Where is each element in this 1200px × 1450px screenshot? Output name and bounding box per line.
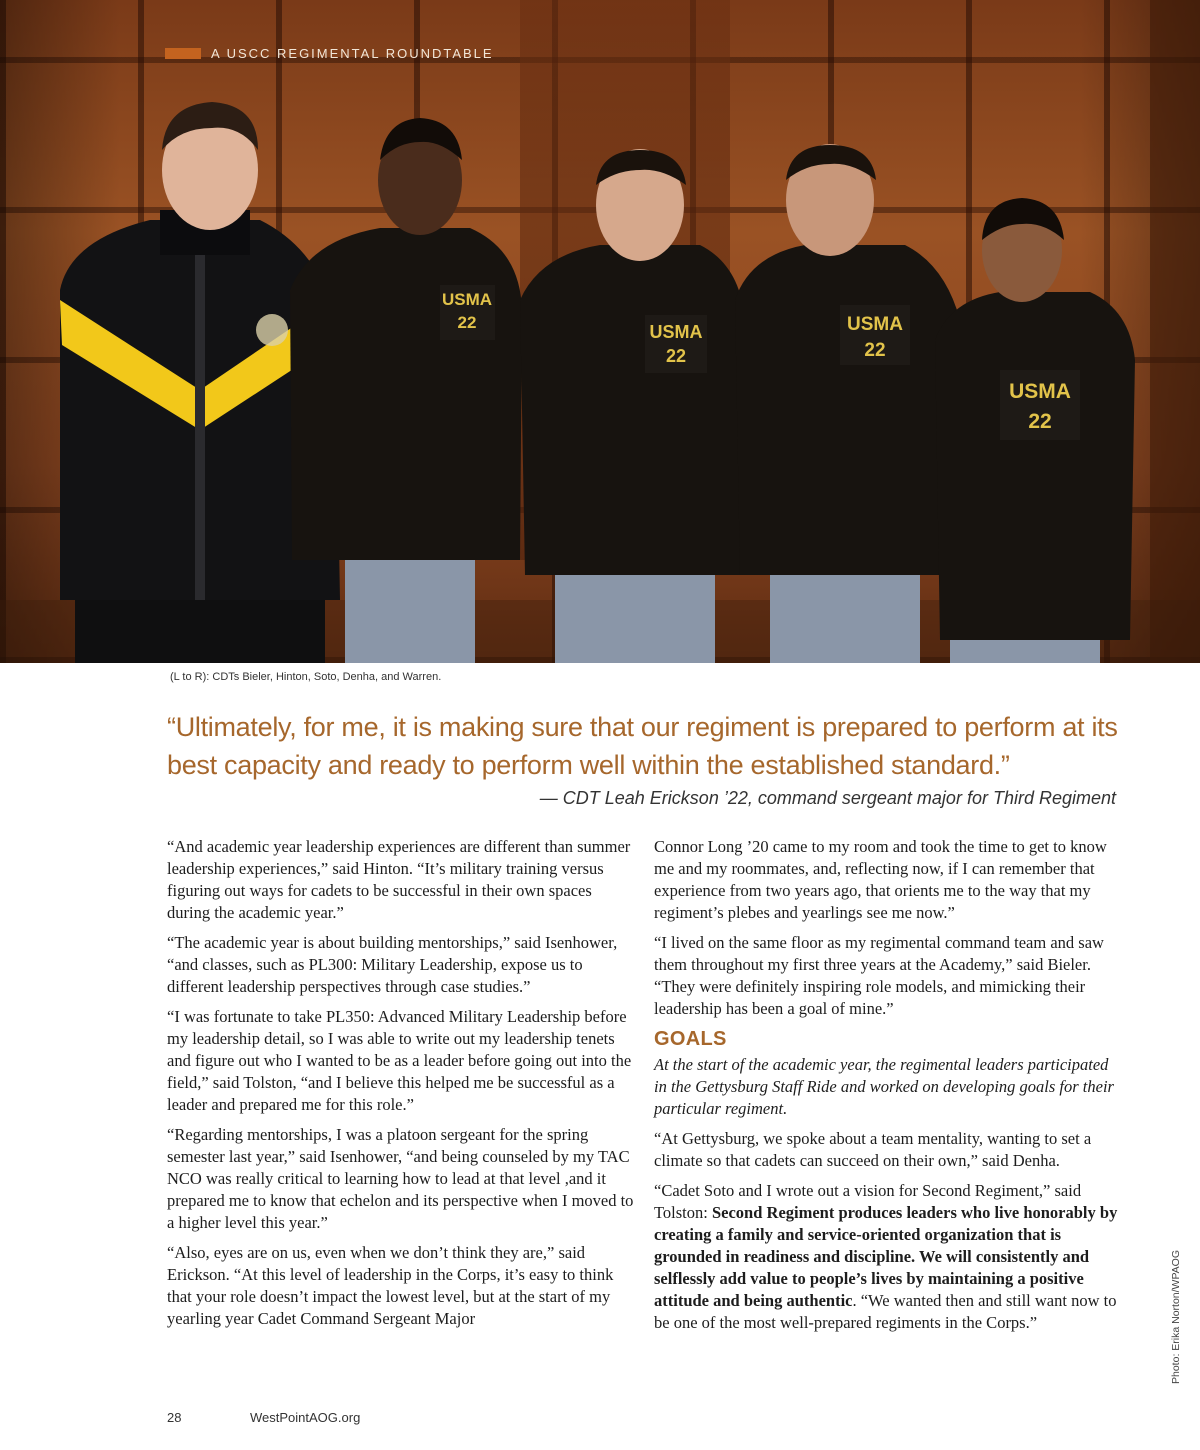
paragraph: “At Gettysburg, we spoke about a team mentality, wanting to set a climate so that cadets can succeed on their own,” said Denha. [654, 1129, 1092, 1170]
cadets-illustration [0, 0, 1200, 663]
section-label [165, 46, 494, 61]
cadet-denha [735, 144, 960, 663]
pull-quote-attribution: — CDT Leah Erickson ’22, command sergeant major for Third Regiment [539, 788, 1116, 808]
photo-credit: Photo: Erika Norton/WPAOG [1170, 1249, 1182, 1384]
paragraph: “Regarding mentorships, I was a platoon sergeant for the spring semester last year,” said Isenhower, “and being counseled by my TAC NCO was really critical to learning how to lead at that level ,and it prepared me to know that echelon and its perspective when I moved to a higher level this year.” [167, 1125, 634, 1232]
jacket-year: 22 [665, 346, 687, 366]
paragraph: “I was fortunate to take PL350: Advanced Military Leadership before my leadership detail, so I was able to write out my leadership tenets and figure out who I wanted to be as a leader before going out into the field,” said Tolston, “and I believe this helped me be successful as a leader and prepared me for this role.” [167, 1007, 632, 1114]
pull-quote: “Ultimately, for me, it is making sure that our regiment is prepared to perform at its best capacity and ready to perform well within the established standard.” [167, 712, 1118, 780]
section-lede: At the start of the academic year, the regimental leaders participated in the Gettysburg Staff Ride and worked on developing goals for their particular regiment. [654, 1055, 1114, 1118]
paragraph-with-vision [654, 1180, 1124, 1334]
cadets-photo [0, 0, 1200, 663]
paragraph: “The academic year is about building mentorships,” said Isenhower, “and classes, such as PL300: Military Leadership, expose us to different leadership perspectives through case studies.” [167, 933, 618, 996]
photo-caption: (L to R): CDTs Bieler, Hinton, Soto, Denha, and Warren. [170, 671, 442, 683]
site-name: WestPointAOG.org [250, 1410, 361, 1425]
paragraph: “I lived on the same floor as my regimental command team and saw them throughout my first three years at the Academy,” said Bieler. “They were definitely inspiring role models, and mimicking their leadership has been a goal of mine.” [654, 933, 1104, 1018]
right-column [654, 836, 1124, 1342]
page-number: 28 [167, 1410, 182, 1425]
section-heading: GOALS [654, 1028, 727, 1050]
left-column [167, 836, 637, 1338]
jacket-text: USMA [441, 290, 493, 309]
jacket-text: USMA [1009, 380, 1071, 403]
jacket-year: 22 [864, 340, 886, 361]
paragraph-text: “Cadet Soto and I wrote out a vision for Second Regiment,” said Tolston: [654, 1181, 1082, 1222]
jacket-year: 22 [1028, 410, 1052, 433]
section-label-bar [165, 48, 201, 59]
paragraph: “And academic year leadership experiences are different than summer leadership experiences,” said Hinton. “It’s military training versus figuring out ways for cadets to be successful in their own spaces during the academic year.” [167, 837, 631, 922]
paragraph-text: . “We wanted then and still want now to be one of the most well-prepared regiments in the Corps.” [654, 1291, 1117, 1332]
cadet-warren [935, 198, 1135, 663]
paragraph: Connor Long ’20 came to my room and took the time to get to know me and my roommates, and, reflecting now, if I can remember that experience from two years ago, that orients me to the way that my regiment’s plebes and yearlings see me now.” [654, 837, 1107, 922]
jacket-text: USMA [847, 314, 903, 335]
section-label-text: A USCC REGIMENTAL ROUNDTABLE [211, 46, 494, 61]
vision-statement: Second Regiment produces leaders who live honorably by creating a family and service-oriented organization that is grounded in readiness and discipline. We will consistently and selflessly add value to people’s lives by maintaining a positive attitude and being authentic [654, 1203, 1118, 1310]
paragraph: “Also, eyes are on us, even when we don’t think they are,” said Erickson. “At this level of leadership in the Corps, it’s easy to think that your role doesn’t impact the lowest level, but at the start of my yearling year Cadet Command Sergeant Major [167, 1243, 614, 1328]
jacket-text: USMA [649, 322, 703, 342]
jacket-year: 22 [457, 313, 477, 332]
